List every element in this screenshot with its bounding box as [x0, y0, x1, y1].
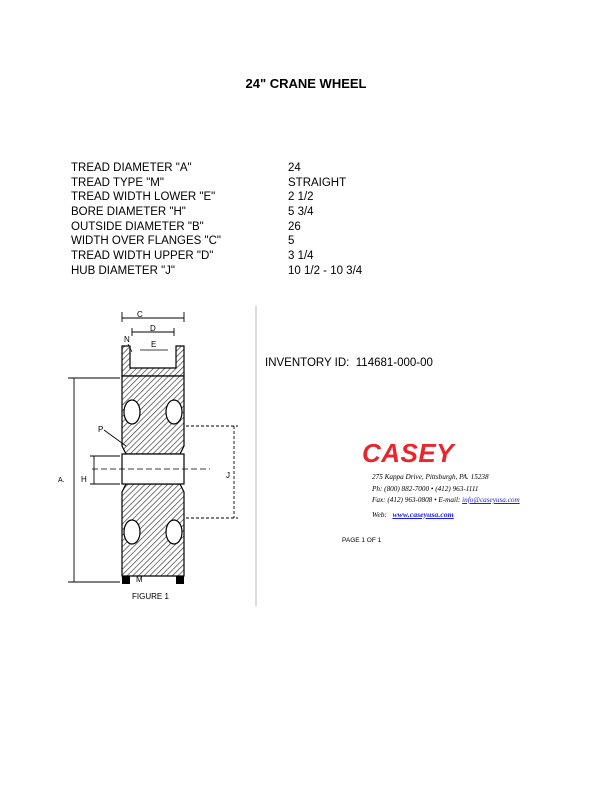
spec-label: WIDTH OVER FLANGES "C"	[71, 235, 222, 248]
spec-label: OUTSIDE DIAMETER "B"	[71, 220, 204, 233]
spec-label: TREAD TYPE "M"	[71, 176, 164, 189]
dimension-h	[90, 456, 120, 484]
inventory-value: 114681-000-00	[355, 357, 433, 369]
inventory-id	[265, 357, 433, 369]
label-h: H	[81, 475, 87, 484]
phone: Ph: (800) 882-7000 • (412) 963-1111	[372, 484, 479, 493]
contact-block	[372, 472, 520, 520]
dimension-j	[186, 426, 238, 518]
page-title: 24" CRANE WHEEL	[245, 76, 367, 91]
spec-value: 5 3/4	[288, 206, 314, 219]
spec-value: 3 1/4	[288, 250, 314, 263]
lower-left-pocket	[124, 520, 140, 544]
spec-label: BORE DIAMETER "H"	[71, 206, 186, 219]
spec-value: STRAIGHT	[288, 176, 347, 189]
upper-left-pocket	[124, 400, 140, 424]
page-number: PAGE 1 OF 1	[342, 537, 382, 544]
spec-value: 24	[288, 162, 301, 174]
label-e: E	[151, 340, 157, 349]
address: 275 Kappa Drive, Pittsburgh, PA. 15238	[372, 473, 489, 481]
spec-value: 2 1/2	[288, 191, 314, 204]
spec-label: TREAD DIAMETER "A"	[71, 162, 192, 174]
web-label: Web:	[372, 509, 387, 519]
spec-value: 5	[288, 235, 295, 248]
spec-value: 26	[288, 220, 301, 233]
spec-label: TREAD WIDTH LOWER "E"	[71, 191, 216, 204]
wheel-figure	[40, 306, 265, 611]
spec-value: 10 1/2 - 10 3/4	[288, 264, 363, 277]
label-m: M	[136, 575, 143, 584]
label-c: C	[137, 310, 143, 319]
label-j: J	[226, 471, 230, 480]
lower-rim	[122, 576, 184, 584]
label-p: P	[98, 425, 104, 434]
fax: Fax: (412) 963-0808 • E-mail:	[372, 496, 461, 504]
spec-label: HUB DIAMETER "J"	[71, 264, 176, 277]
label-d: D	[150, 324, 156, 333]
lower-right-pocket	[166, 520, 182, 544]
website-link[interactable]: www.caseyusa.com	[392, 509, 454, 519]
inventory-label: INVENTORY ID:	[265, 357, 350, 369]
label-n: N	[124, 335, 130, 344]
label-a: A.	[58, 477, 65, 484]
web-line	[372, 509, 520, 521]
upper-right-pocket	[166, 400, 182, 424]
dimension-c	[122, 312, 184, 322]
wheel-drawing	[40, 306, 265, 611]
figure-caption: FIGURE 1	[132, 592, 169, 601]
fax-email-line	[372, 495, 520, 507]
email-link[interactable]: info@caseyusa.com	[462, 496, 520, 504]
spec-label: TREAD WIDTH UPPER "D"	[71, 250, 214, 263]
casey-logo: CASEY	[362, 438, 455, 468]
